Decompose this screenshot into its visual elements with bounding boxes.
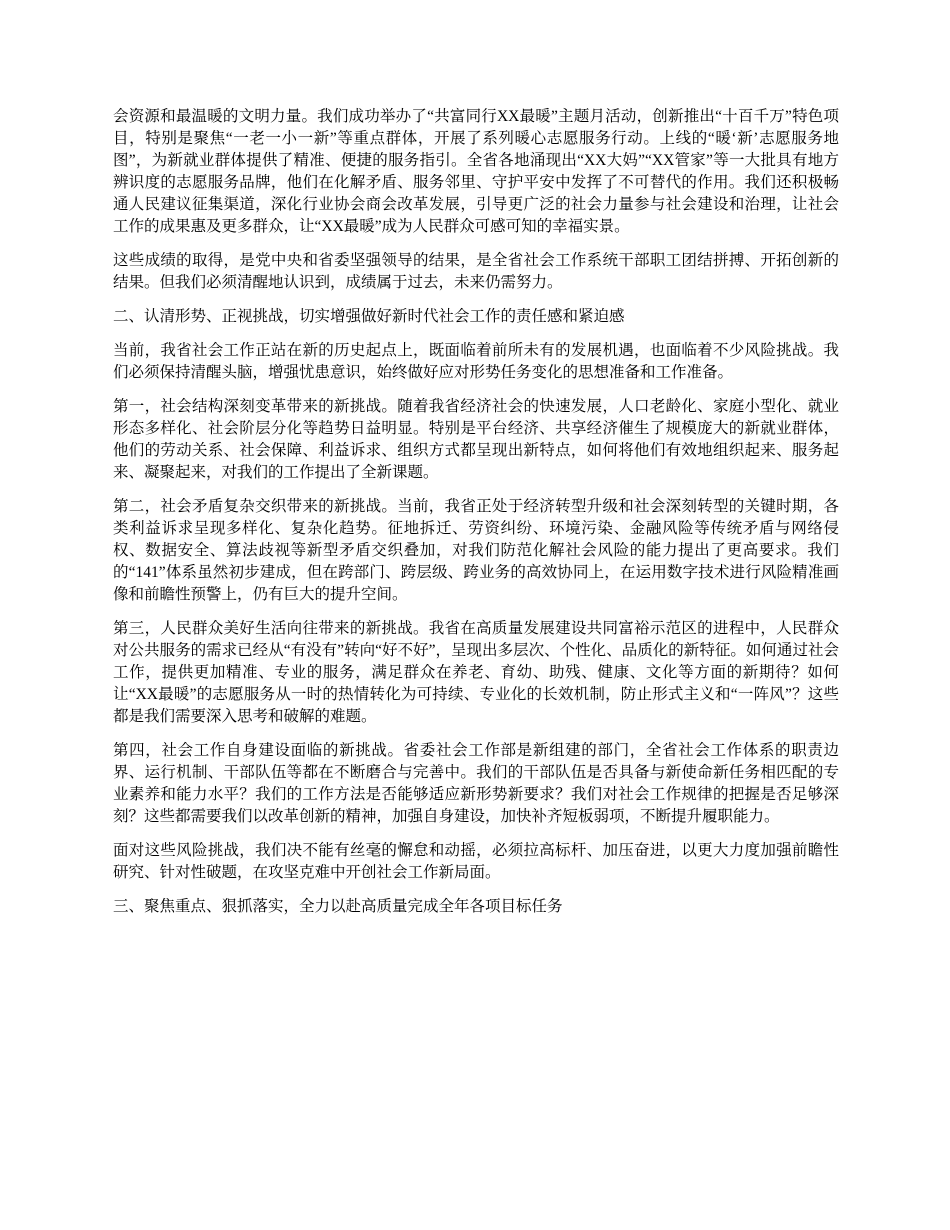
paragraph: 第二，社会矛盾复杂交织带来的新挑战。当前，我省正处于经济转型升级和社会深刻转型的关键时期，各类利益诉求呈现多样化、复杂化趋势。征地拆迁、劳资纠纷、环境污染、金融风险等传统矛盾与网络侵权、数据安全、算法歧视等新型矛盾交织叠加，对我们防范化解社会风险的能力提出了更高要求。我们的“141”体系虽然初步建成，但在跨部门、跨层级、跨业务的高效协同上，在运用数字技术进行风险精准画像和前瞻性预警上，仍有巨大的提升空间。 [113,498,839,603]
paragraph: 第四，社会工作自身建设面临的新挑战。省委社会工作部是新组建的部门，全省社会工作体系的职责边界、运行机制、干部队伍等都在不断磨合与完善中。我们的干部队伍是否具备与新使命新任务相匹配的专业素养和能力水平？我们的工作方法是否能够适应新形势新要求？我们对社会工作规律的把握是否足够深刻？这些都需要我们以改革创新的精神，加强自身建设，加快补齐短板弱项，不断提升履职能力。 [113,742,839,825]
section-heading: 三、聚焦重点、狠抓落实，全力以赴高质量完成全年各项目标任务 [113,898,563,915]
paragraph: 会资源和最温暖的文明力量。我们成功举办了“共富同行XX最暖”主题月活动，创新推出“十百千万”特色项目，特别是聚焦“一老一小一新”等重点群体，开展了系列暖心志愿服务行动。上线的“暖‘新’志愿服务地图”，为新就业群体提供了精准、便捷的服务指引。全省各地涌现出“XX大妈”“XX管家”等一大批具有地方辨识度的志愿服务品牌，他们在化解矛盾、服务邻里、守护平安中发挥了不可替代的作用。我们还积极畅通人民建议征集渠道，深化行业协会商会改革发展，引导更广泛的社会力量参与社会建设和治理，让社会工作的成果惠及更多群众，让“XX最暖”成为人民群众可感可知的幸福实景。 [113,108,839,235]
paragraph: 这些成绩的取得，是党中央和省委坚强领导的结果，是全省社会工作系统干部职工团结拼搏、开拓创新的结果。但我们必须清醒地认识到，成绩属于过去，未来仍需努力。 [113,252,839,291]
paragraph: 面对这些风险挑战，我们决不能有丝毫的懈怠和动摇，必须拉高标杆、加压奋进，以更大力度加强前瞻性研究、针对性破题，在攻坚克难中开创社会工作新局面。 [113,842,839,881]
section-heading: 二、认清形势、正视挑战，切实增强做好新时代社会工作的责任感和紧迫感 [113,308,625,325]
paragraph: 第一，社会结构深刻变革带来的新挑战。随着我省经济社会的快速发展，人口老龄化、家庭小型化、就业形态多样化、社会阶层分化等趋势日益明显。特别是平台经济、共享经济催生了规模庞大的新就业群体，他们的劳动关系、社会保障、利益诉求、组织方式都呈现出新特点，如何将他们有效地组织起来、服务起来、凝聚起来，对我们的工作提出了全新课题。 [113,398,839,481]
document-text-content [113,106,839,930]
paragraph: 当前，我省社会工作正站在新的历史起点上，既面临着前所未有的发展机遇，也面临着不少风险挑战。我们必须保持清醒头脑，增强忧患意识，始终做好应对形势任务变化的思想准备和工作准备。 [113,342,839,381]
paragraph: 第三，人民群众美好生活向往带来的新挑战。我省在高质量发展建设共同富裕示范区的进程中，人民群众对公共服务的需求已经从“有没有”转向“好不好”，呈现出多层次、个性化、品质化的新特征。如何通过社会工作，提供更加精准、专业的服务，满足群众在养老、育幼、助残、健康、文化等方面的新期待？如何让“XX最暖”的志愿服务从一时的热情转化为可持续、专业化的长效机制，防止形式主义和“一阵风”？这些都是我们需要深入思考和破解的难题。 [113,620,839,725]
